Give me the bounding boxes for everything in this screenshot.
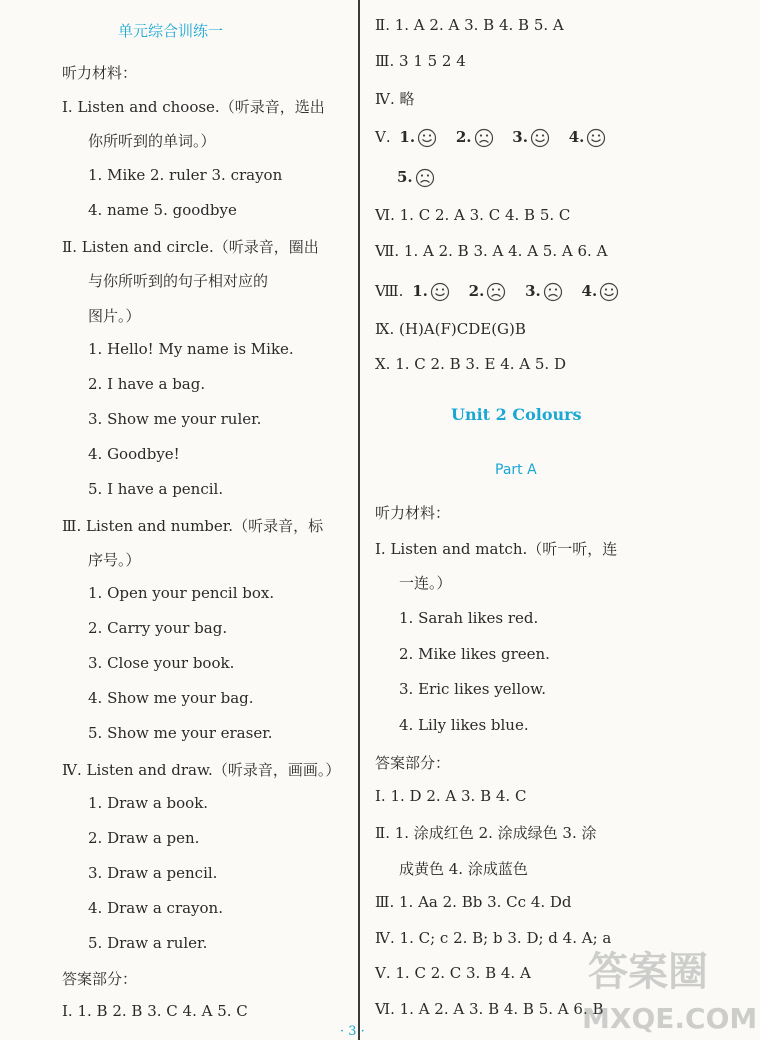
list-item: 3. Eric likes yellow.	[399, 680, 546, 698]
s1-row: 4. name 5. goodbye	[88, 201, 237, 219]
face-item: 2.	[456, 128, 494, 146]
list-item: 2. Draw a pen.	[88, 829, 200, 847]
face-item: 2.	[469, 282, 507, 300]
list-item: 2. I have a bag.	[88, 375, 206, 393]
answer-row: Ⅹ. 1. C 2. B 3. E 4. A 5. D	[375, 355, 566, 373]
list-item: 2. Carry your bag.	[88, 619, 228, 637]
s1-row: 1. Mike 2. ruler 3. crayon	[88, 166, 283, 184]
list-item: 5. Show me your eraser.	[88, 724, 273, 742]
answer-row: Ⅲ. 1. Aa 2. Bb 3. Cc 4. Dd	[375, 893, 572, 911]
list-item: 1. Sarah likes red.	[399, 609, 539, 627]
face-item: 3.	[525, 282, 563, 300]
answer-row: Ⅳ. 1. C; c 2. B; b 3. D; d 4. A; a	[375, 929, 612, 947]
face-item: 5.	[397, 168, 435, 188]
list-item: 4. Draw a crayon.	[88, 899, 223, 917]
row-prefix: Ⅴ.	[375, 128, 391, 146]
row-prefix: Ⅷ.	[375, 282, 404, 300]
answer-row-cont: 成黄色 4. 涂成蓝色	[399, 860, 528, 878]
s2-title-cont: 图片。）	[88, 307, 141, 325]
s4-title: Ⅳ. Listen and draw.（听录音，画画。）	[62, 761, 341, 779]
s2-title: Ⅱ. Listen and circle.（听录音，圈出	[62, 238, 319, 256]
answer-row: Ⅱ. 1. 涂成红色 2. 涂成绿色 3. 涂	[375, 824, 597, 842]
face-item: 4.	[569, 128, 607, 146]
list-item: 3. Show me your ruler.	[88, 410, 262, 428]
face-item: 3.	[512, 128, 550, 146]
materials-label: 听力材料：	[62, 64, 138, 82]
answer-row: Ⅴ. 1. C 2. C 3. B 4. A	[375, 964, 531, 982]
smile-face-icon	[417, 128, 437, 148]
answers-label: 答案部分：	[62, 970, 138, 988]
face-item: 1.	[412, 282, 450, 300]
list-item: 5. I have a pencil.	[88, 480, 224, 498]
answers-label: 答案部分：	[375, 754, 451, 772]
face-item: 1.	[399, 128, 437, 146]
answer-row: Ⅳ. 略	[375, 90, 415, 108]
list-item: 4. Goodbye!	[88, 445, 180, 463]
materials-label: 听力材料：	[375, 504, 451, 522]
answer-row: Ⅲ. 3 1 5 2 4	[375, 52, 466, 70]
list-item: 2. Mike likes green.	[399, 645, 550, 663]
frown-face-icon	[415, 168, 435, 188]
list-item: 1. Open your pencil box.	[88, 584, 275, 602]
answer-row: Ⅵ. 1. C 2. A 3. C 4. B 5. C	[375, 206, 571, 224]
s3-title: Ⅲ. Listen and number.（听录音，标	[62, 517, 324, 535]
list-item: 3. Close your book.	[88, 654, 235, 672]
face-item: 4.	[582, 282, 620, 300]
unit-title: Unit 2 Colours	[451, 405, 582, 424]
watermark-logo: 答案圈	[588, 949, 708, 995]
smile-face-icon	[586, 128, 606, 148]
smile-face-icon	[599, 282, 619, 302]
list-item: 1. Draw a book.	[88, 794, 209, 812]
frown-face-icon	[474, 128, 494, 148]
frown-face-icon	[543, 282, 563, 302]
s1-title: Ⅰ. Listen and choose.（听录音，选出	[62, 98, 325, 116]
watermark-url: MXQE.COM	[582, 1002, 758, 1035]
s1-title-cont: 你所听到的单词。）	[88, 132, 216, 150]
list-item: 3. Draw a pencil.	[88, 864, 218, 882]
s3-title-cont: 序号。）	[88, 551, 141, 569]
page-number: · 3 ·	[340, 1024, 365, 1039]
answer-row-faces-viii	[375, 282, 619, 302]
list-item: 4. Show me your bag.	[88, 689, 254, 707]
section-title: 单元综合训练一	[118, 22, 224, 40]
list-item: 4. Lily likes blue.	[399, 716, 529, 734]
answer-row: Ⅱ. 1. A 2. A 3. B 4. B 5. A	[375, 16, 564, 34]
part-title: Part A	[495, 462, 537, 478]
answer-row: Ⅵ. 1. A 2. A 3. B 4. B 5. A 6. B	[375, 1000, 604, 1018]
answer-row: Ⅰ. 1. D 2. A 3. B 4. C	[375, 787, 527, 805]
column-divider	[358, 0, 360, 1040]
list-item: 1. Hello! My name is Mike.	[88, 340, 294, 358]
list-item: 5. Draw a ruler.	[88, 934, 208, 952]
answer-row: Ⅰ. 1. B 2. B 3. C 4. A 5. C	[62, 1002, 248, 1020]
smile-face-icon	[430, 282, 450, 302]
frown-face-icon	[486, 282, 506, 302]
u2-s1-title-cont: 一连。）	[399, 574, 452, 592]
answer-row: Ⅶ. 1. A 2. B 3. A 4. A 5. A 6. A	[375, 242, 608, 260]
smile-face-icon	[530, 128, 550, 148]
answer-row-faces-v	[375, 128, 606, 148]
u2-s1-title: Ⅰ. Listen and match.（听一听，连	[375, 540, 618, 558]
s2-title-cont: 与你所听到的句子相对应的	[88, 272, 269, 290]
answer-row: Ⅸ. (H)A(F)CDE(G)B	[375, 320, 526, 338]
